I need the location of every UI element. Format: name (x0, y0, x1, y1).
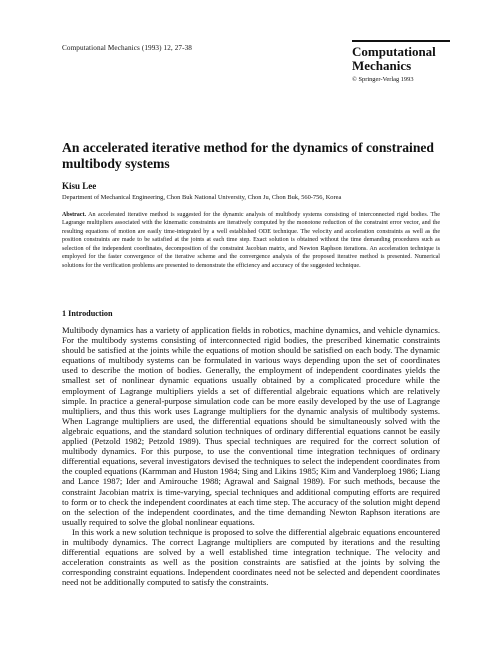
masthead-rule (352, 40, 450, 42)
abstract-label: Abstract. (62, 212, 87, 218)
running-head: Computational Mechanics (1993) 12, 27-38 (62, 44, 192, 52)
abstract-text: An accelerated iterative method is suggested for the dynamic analysis of multibody systems consisting of interconnected rigid bodies. The Lagrange multipliers associated with the kinematic constraints are iteratively computed by the monotone reduction of the constraint error vector, and the resulting equations of motion are easily time-integrated by a well established ODE technique. The velocity and acceleration constraints as well as the position constraints are made to be satisfied at the joints at each time step. Exact solution is obtained without the time demanding procedures such as selection of the independent coordinates, decomposition of the constraint Jacobian matrix, and Newton Raphson iterations. An acceleration technique is employed for the faster convergence of the iterative scheme and the convergence analysis of the proposed iterative method is presented. Numerical solutions for the verification problems are presented to demonstrate the efficiency and accuracy of the suggested technique. (62, 212, 440, 269)
journal-masthead (352, 40, 452, 83)
body-text (62, 325, 440, 587)
publisher-line: © Springer-Verlag 1993 (352, 76, 414, 83)
journal-name-line1: Computational (352, 44, 436, 59)
author-name: Kisu Lee (62, 181, 97, 191)
article-title: An accelerated iterative method for the dynamics of constrained multibody systems (62, 140, 434, 171)
abstract (62, 211, 440, 270)
author-affiliation: Department of Mechanical Engineering, Chon Buk National University, Chon Ju, Chon Buk, 560-756, Korea (62, 194, 342, 201)
journal-name-line2: Mechanics (352, 57, 412, 73)
paragraph-2: In this work a new solution technique is proposed to solve the differential algebraic equations encountered in multibody dynamics. The correct Lagrange multipliers are computed by iterations and the resulting differential equations are solved by a well established time integration technique. The velocity and acceleration constraints as well as the position constraints are satisfied at the joints by solving the corresponding constraint equations. Independent coordinates need not be selected and dependent coordinates need not be additionally computed to satisfy the constraints. (62, 526, 440, 588)
paragraph-1: Multibody dynamics has a variety of application fields in robotics, machine dynamics, and vehicle dynamics. For the multibody systems consisting of interconnected rigid bodies, the prescribed kinematic constraints should be satisfied at the joints while the equations of motion should be satisfied on each body. The dynamic equations of multibody systems can be formulated in various ways depending upon the set of coordinates used to describe the motion of bodies. Generally, the employment of independent coordinates yields the smallest set of nonlinear dynamic equations usually obtained by a complicated procedure while the employment of Lagrange multipliers yields a set of differential algebraic equations which are relatively simple. In practice a general-purpose simulation code can be more easily developed by the use of Lagrange multipliers, and thus this work uses Lagrange multipliers for the dynamic analysis of multibody systems. When Lagrange multipliers are used, the differential equations should be simultaneously solved with the algebraic equations, and the standard solution techniques of ordinary differential equations cannot be easily applied (Petzold 1982; Petzold 1989). Thus special techniques are required for the correct solution of multibody dynamics. For this purpose, to use the conventional time integration techniques of ordinary differential equations, several investigators devised the techniques to select the independent coordinates from the coupled equations (Karmman and Huston 1984; Sing and Likins 1985; Kim and Vanderploeg 1986; Liang and Lance 1987; Ider and Amirouche 1988; Agrawal and Saignal 1989). For such methods, because the constraint Jacobian matrix is time-varying, special techniques and additional computing efforts are required to form or to check the independent coordinates at each time step. The accuracy of the solution might depend on the selection of the independent coordinates, and the time demanding Newton Raphson iterations are usually required to solve the global nonlinear equations. (62, 325, 440, 527)
section-heading: 1 Introduction (62, 309, 113, 318)
